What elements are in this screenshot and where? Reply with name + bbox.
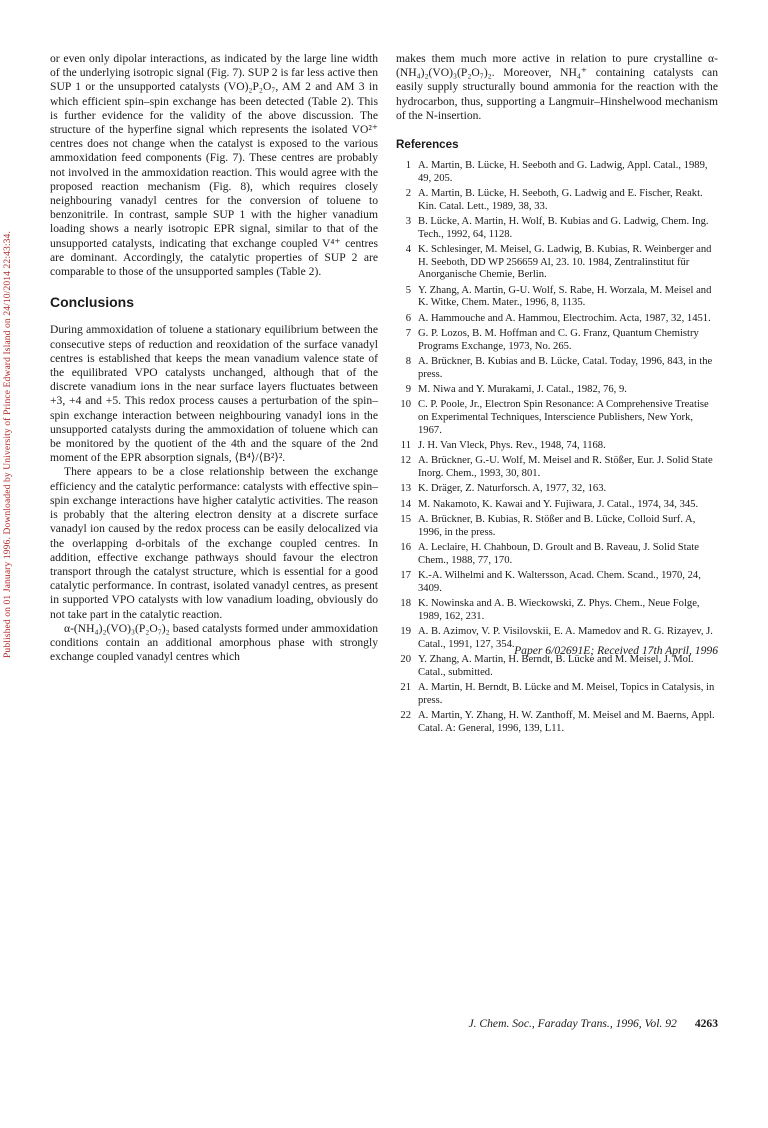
- reference-number: 4: [405, 244, 411, 256]
- reference-text: C. P. Poole, Jr., Electron Spin Resonance: A Comprehensive Treatise on Experimental Techniques, Interscience Publishers, New York, 1967.: [418, 399, 709, 436]
- body-paragraph: makes them much more active in relation to pure crystalline α-(NH₄)₂(VO)₃(P₂O₇)₂. Moreover, NH₄⁺ containing catalysts can easily supply structurally bound ammonia for the reaction with the hydrocarbon, thus, supporting a Langmuir–Hinshelwood mechanism of the N-insertion.: [396, 52, 718, 122]
- reference-text: A. Brückner, G.-U. Wolf, M. Meisel and R. Stößer, Eur. J. Solid State Inorg. Chem., 1993, 30, 801.: [418, 455, 713, 480]
- reference-item: [396, 399, 718, 437]
- reference-item: [396, 440, 718, 453]
- reference-number: 2: [405, 188, 411, 200]
- reference-item: [396, 188, 718, 213]
- reference-text: B. Lücke, A. Martin, H. Wolf, B. Kubias and G. Ladwig, Chem. Ing. Tech., 1992, 64, 1128.: [418, 216, 709, 240]
- reference-number: 15: [400, 514, 411, 526]
- reference-text: A. B. Azimov, V. P. Visilovskii, E. A. Mamedov and R. G. Rizayev, J. Catal., 1991, 127, 354.: [418, 626, 713, 650]
- body-paragraph: α-(NH₄)₂(VO)₃(P₂O₇)₂ based catalysts formed under ammoxidation conditions contain an additional amorphous phase with strongly exchange coupled vanadyl centres which: [50, 621, 378, 664]
- reference-text: A. Martin, Y. Zhang, H. W. Zanthoff, M. Meisel and M. Baerns, Appl. Catal. A: General, 1996, 139, L11.: [418, 710, 715, 734]
- reference-number: 10: [400, 399, 411, 411]
- reference-number: 3: [405, 216, 411, 228]
- page-footer: [468, 1017, 718, 1030]
- reference-item: [396, 356, 718, 381]
- reference-text: A. Leclaire, H. Chahboun, D. Groult and B. Raveau, J. Solid State Chem., 1988, 77, 170.: [418, 542, 699, 566]
- reference-text: A. Martin, H. Berndt, B. Lücke and M. Meisel, Topics in Catalysis, in press.: [418, 682, 715, 706]
- reference-text: A. Hammouche and A. Hammou, Electrochim. Acta, 1987, 32, 1451.: [418, 312, 711, 324]
- reference-item: [396, 598, 718, 623]
- reference-item: [396, 285, 718, 310]
- reference-item: [396, 542, 718, 567]
- reference-number: 6: [405, 312, 411, 324]
- reference-item: [396, 160, 718, 185]
- reference-number: 12: [400, 455, 411, 467]
- reference-item: [396, 570, 718, 595]
- reference-item: [396, 384, 718, 397]
- reference-number: 7: [405, 328, 411, 340]
- page-number: 4263: [694, 1017, 718, 1030]
- reference-item: [396, 499, 718, 512]
- download-watermark: Published on 01 January 1996. Downloaded by University of Prince Edward Island on 24/10/2014 22:43:34.: [2, 231, 13, 659]
- reference-number: 13: [400, 483, 411, 495]
- reference-item: [396, 244, 718, 282]
- reference-number: 22: [400, 710, 411, 722]
- section-heading-conclusions: Conclusions: [50, 294, 135, 311]
- section-heading-references: References: [396, 138, 459, 152]
- reference-text: Y. Zhang, A. Martin, G-U. Wolf, S. Rabe, H. Worzala, M. Meisel and K. Witke, Chem. Mater., 1996, 8, 1135.: [418, 284, 712, 309]
- right-column: [396, 52, 718, 738]
- left-column: [50, 52, 378, 664]
- reference-text: A. Martin, B. Lücke, H. Seeboth and G. Ladwig, Appl. Catal., 1989, 49, 205.: [418, 160, 708, 184]
- reference-number: 5: [405, 284, 411, 296]
- body-paragraph: or even only dipolar interactions, as indicated by the large line width of the underlying isotropic signal (Fig. 7). SUP 2 is far less active then SUP 1 or the unsupported catalysts (VO)₂P₂O₇, AM 2 and AM 3 in which efficient spin–spin exchange has been detected (Table 2). This is further evidence for the validity of the above discussion. The structure of the hyperfine signal which represents the isolated VO²⁺ centres does not change when the catalyst is exposed to the various ammoxidation feed components (Fig. 7). These centres are probably not involved in the ammoxidation reaction. This would agree with the proposed reaction mechanism (Fig. 8), which requires closely neighbouring vanadyl centres for the conversion of toluene to benzonitrile. In contrast, sample SUP 1 with the higher vanadium loading shows a nearly isotropic EPR signal, similar to that of the unsupported catalysts, indicating that exchange coupled V⁴⁺ centres are dominant. Accordingly, the catalytic properties of SUP 2 are comparable to those of the unsupported samples (Table 2).: [50, 52, 378, 279]
- reference-text: K. Dräger, Z. Naturforsch. A, 1977, 32, 163.: [418, 483, 607, 495]
- reference-text: M. Niwa and Y. Murakami, J. Catal., 1982, 76, 9.: [418, 384, 627, 396]
- reference-item: [396, 682, 718, 707]
- reference-number: 21: [400, 682, 411, 694]
- reference-number: 8: [405, 356, 411, 368]
- reference-item: [396, 514, 718, 539]
- reference-text: K. Schlesinger, M. Meisel, G. Ladwig, B. Kubias, R. Weinberger and H. Seeboth, DD WP 256659 Al, 23. 10. 1984, Zentralinstitut für Anorganische Chemie, Berlin.: [418, 244, 712, 281]
- paper-received-note: Paper 6/02691E; Received 17th April, 1996: [514, 644, 718, 657]
- reference-number: 16: [400, 542, 411, 554]
- reference-text: G. P. Lozos, B. M. Hoffman and C. G. Franz, Quantum Chemistry Programs Exchange, 1973, No. 265.: [418, 328, 699, 352]
- reference-number: 11: [400, 440, 411, 452]
- reference-text: A. Brückner, B. Kubias, R. Stößer and B. Lücke, Colloid Surf. A, 1996, in the press.: [418, 514, 696, 538]
- body-paragraph: During ammoxidation of toluene a stationary equilibrium between the consecutive steps of reduction and reoxidation of the surface vanadyl centres is established that keeps the mean vanadium valence state of the equilibrated VPO catalysts unchanged, although that of the discrete vanadium ions in the near surface layers fluctuates between +3, +4 and +5. This redox process causes a perturbation of the spin–spin exchange interaction between neighbouring vanadyl ions in the unsupported catalysts during the ammoxidation of toluene which can be monitored by the quotient of the 4th and the square of the 2nd moment of the EPR absorption signals, ⟨B⁴⟩/⟨B²⟩².: [50, 323, 378, 465]
- reference-text: K. Nowinska and A. B. Wieckowski, Z. Phys. Chem., Neue Folge, 1989, 162, 231.: [418, 598, 700, 622]
- reference-text: Y. Zhang, A. Martin, H. Berndt, B. Lücke and M. Meisel, J. Mol. Catal., submitted.: [418, 654, 694, 678]
- reference-item: [396, 483, 718, 496]
- reference-item: [396, 654, 718, 679]
- reference-item: [396, 216, 718, 241]
- reference-number: 9: [405, 384, 411, 396]
- reference-item: [396, 328, 718, 353]
- reference-item: [396, 313, 718, 326]
- reference-item: [396, 455, 718, 480]
- reference-number: 20: [400, 654, 411, 666]
- reference-number: 19: [400, 626, 411, 638]
- body-paragraph: There appears to be a close relationship between the exchange efficiency and the catalytic performance: catalysts with effective spin–spin exchange interactions have higher catalytic activities. The reason is probably that the altering electron density at a discrete surface vanadyl ion caused by the redox process can be easily delocalized via the overlapping d-orbitals of the exchange coupled centres. In addition, effective exchange pathways should favour the electron transport through the catalyst structure, which is essential for a good catalytic performance. In contrast, isolated vanadyl centres, as present in supported VPO catalysts with low vanadium loading, obviously do not take part in the catalytic reaction.: [50, 465, 378, 621]
- reference-text: K.-A. Wilhelmi and K. Waltersson, Acad. Chem. Scand., 1970, 24, 3409.: [418, 570, 701, 594]
- reference-text: A. Martin, B. Lücke, H. Seeboth, G. Ladwig and E. Fischer, Reakt. Kin. Catal. Lett., 1989, 38, 33.: [418, 188, 703, 212]
- reference-number: 14: [400, 498, 411, 510]
- journal-citation: J. Chem. Soc., Faraday Trans., 1996, Vol. 92: [468, 1017, 677, 1030]
- reference-number: 17: [400, 570, 411, 582]
- reference-text: J. H. Van Vleck, Phys. Rev., 1948, 74, 1168.: [418, 440, 606, 452]
- reference-number: 18: [400, 598, 411, 610]
- reference-number: 1: [405, 160, 411, 172]
- reference-text: A. Brückner, B. Kubias and B. Lücke, Catal. Today, 1996, 843, in the press.: [418, 356, 713, 380]
- reference-item: [396, 710, 718, 735]
- reference-text: M. Nakamoto, K. Kawai and Y. Fujiwara, J. Catal., 1974, 34, 345.: [418, 498, 699, 510]
